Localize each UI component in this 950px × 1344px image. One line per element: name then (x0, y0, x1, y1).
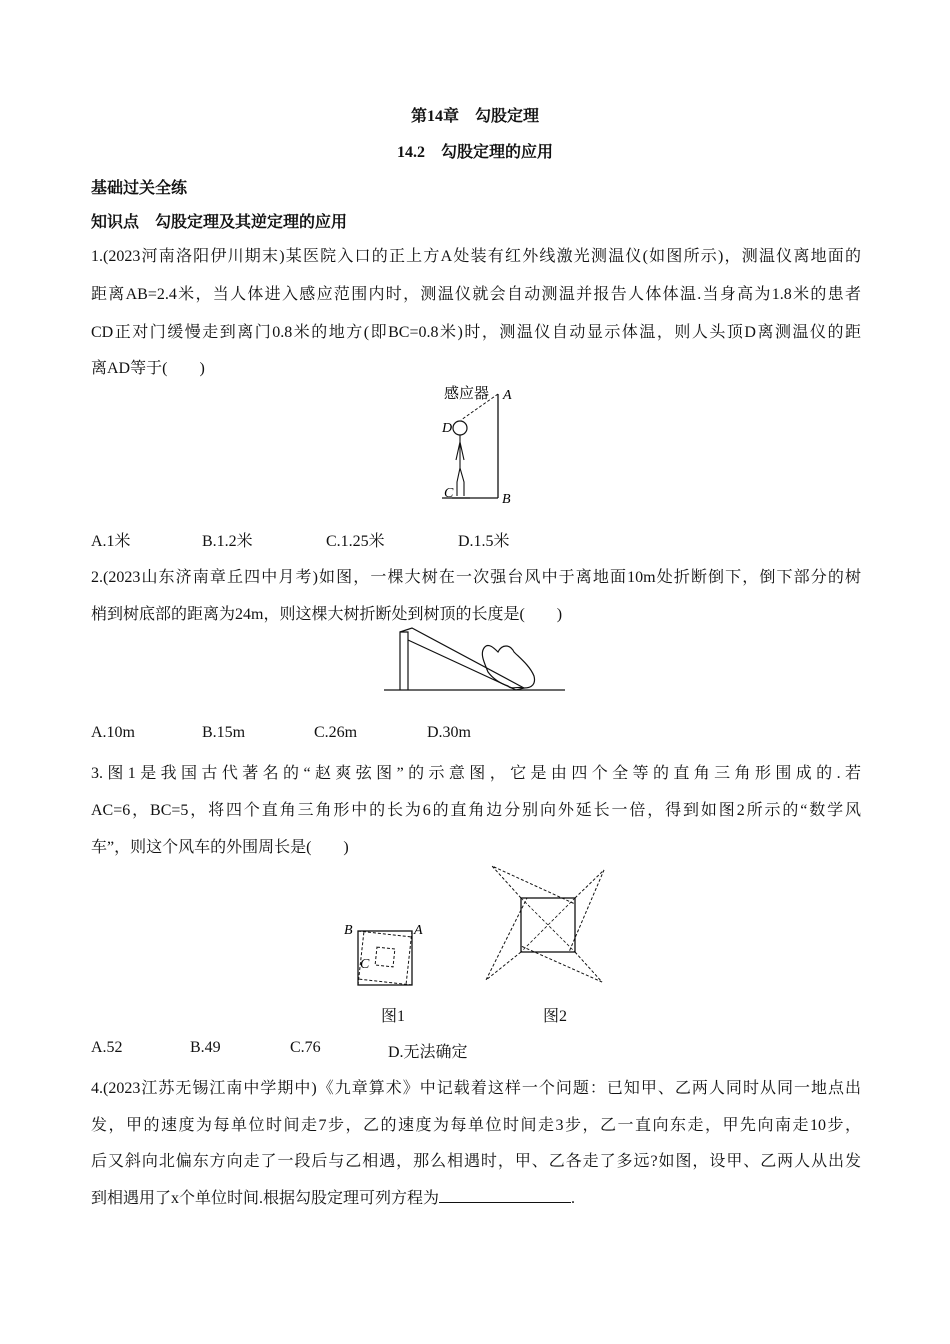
q4-end-mark: . (571, 1190, 576, 1207)
q1-line-1: 1.(2023河南洛阳伊川期末)某医院入口的正上方A处装有红外线激光测温仪(如图所示)，测温仪离地面的 (91, 248, 861, 265)
answer-blank[interactable] (439, 1188, 571, 1203)
label-a: A (503, 388, 512, 403)
q1-line-3: CD正对门缓慢走到离门0.8米的地方(即BC=0.8米)时，测温仪自动显示体温，则人头顶D离测温仪的距 (91, 324, 861, 341)
fallen-tree-part (400, 628, 524, 690)
q3-figure-2-windmill (484, 862, 608, 988)
label-c: C (360, 957, 370, 972)
q4-line-4-text: 到相遇用了x个单位时间.根据勾股定理可列方程为 (91, 1190, 440, 1207)
q2-line-2: 梢到树底部的距离为24m，则这棵大树折断处到树顶的长度是( ) (91, 606, 563, 623)
q1-option-b: B.1.2米 (202, 533, 253, 550)
windmill-blades (486, 866, 604, 982)
label-c: C (444, 486, 454, 501)
q3-figure-1-zhaoshuang (340, 918, 430, 990)
q3-line-3: 车”，则这个风车的外围周长是( ) (91, 839, 349, 856)
figure-1-caption: 图1 (381, 1008, 406, 1025)
q1-line-2: 距离AB=2.4米，当人体进入感应范围内时，测温仪就会自动测温并报告人体体温.当身高为1.8米的患者 (91, 286, 861, 303)
tree-crown (482, 645, 534, 688)
q3-option-c: C.76 (290, 1039, 321, 1056)
q1-line-4: 离AD等于( ) (91, 360, 205, 377)
sensor-label: 感应器 (444, 386, 490, 402)
q3-line-1: 3.图1是我国古代著名的“赵爽弦图”的示意图，它是由四个全等的直角三角形围成的.若 (91, 765, 861, 782)
label-d: D (442, 421, 453, 436)
q2-option-b: B.15m (202, 724, 246, 741)
windmill-diagonals (521, 898, 575, 952)
label-a: A (414, 923, 423, 938)
tree-trunk (400, 632, 408, 690)
q3-option-a: A.52 (91, 1039, 123, 1056)
q4-line-2: 发，甲的速度为每单位时间走7步，乙的速度为每单位时间走3步，乙一直向东走，甲先向南走10步， (91, 1117, 861, 1134)
knowledge-point-heading: 知识点 勾股定理及其逆定理的应用 (91, 214, 348, 231)
label-b: B (502, 492, 511, 505)
q1-option-c: C.1.25米 (326, 533, 385, 550)
q3-line-2: AC=6，BC=5，将四个直角三角形中的长为6的直角边分别向外延长一倍，得到如图2所示的“数学风 (91, 802, 861, 819)
q1-option-a: A.1米 (91, 533, 131, 550)
inner-square (375, 947, 395, 967)
q4-line-1: 4.(2023江苏无锡江南中学期中)《九章算术》中记载着这样一个问题：已知甲、乙两人同时从同一地点出 (91, 1080, 861, 1097)
q2-option-c: C.26m (314, 724, 358, 741)
figure-2-caption: 图2 (543, 1008, 568, 1025)
person-body (456, 435, 464, 496)
chapter-title: 第14章 勾股定理 (410, 108, 539, 125)
q4-line-4 (91, 1185, 575, 1208)
q3-option-d: D.无法确定 (388, 1044, 468, 1061)
q2-broken-tree-figure (384, 626, 566, 694)
q4-line-3: 后又斜向北偏东方向走了一段后与乙相遇，那么相遇时，甲、乙各走了多远?如图，设甲、乙两人从出发 (91, 1153, 861, 1170)
q3-option-b: B.49 (190, 1039, 221, 1056)
person-head (453, 421, 467, 435)
q1-option-d: D.1.5米 (458, 533, 510, 550)
label-b: B (344, 923, 353, 938)
q2-option-d: D.30m (427, 724, 471, 741)
q2-option-a: A.10m (91, 724, 135, 741)
exercise-heading: 基础过关全练 (91, 180, 188, 197)
q1-thermometer-figure (430, 380, 530, 505)
q2-line-1: 2.(2023山东济南章丘四中月考)如图，一棵大树在一次强台风中于离地面10m处折断倒下，倒下部分的树 (91, 569, 861, 586)
section-title: 14.2 勾股定理的应用 (396, 144, 553, 161)
